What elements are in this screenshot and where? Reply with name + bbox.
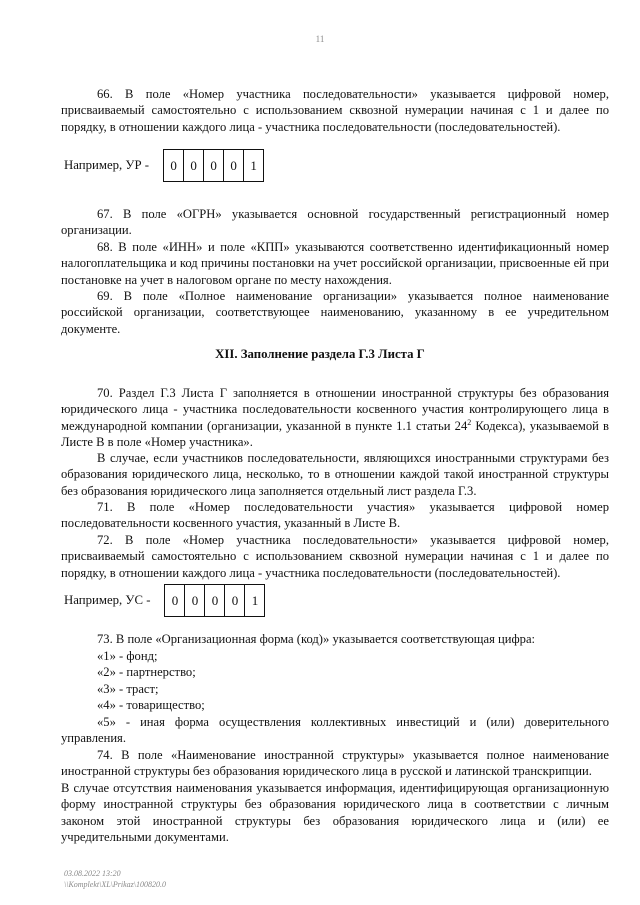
example-ur (64, 149, 264, 182)
paragraph-69: 69. В поле «Полное наименование организации» указывается полное наименование российской организации, соответствующее наименованию, указанному в ее учредительном документе. (61, 289, 609, 336)
list-item: «3» - траст; (97, 682, 159, 696)
list-item: «2» - партнерство; (97, 665, 196, 679)
paragraph-70 (61, 385, 609, 451)
example-us-cell: 0 (165, 585, 185, 616)
superscript: 2 (467, 417, 472, 427)
paragraph-73-5: «5» - иная форма осуществления коллективных инвестиций и (или) доверительного управления. (61, 715, 609, 746)
example-us-cell: 0 (225, 585, 245, 616)
paragraph-68: 68. В поле «ИНН» и поле «КПП» указываются соответственно идентификационный номер налогоплательщика и код причины постановки на учет российской организации, присвоенные ей при постановке на учет в налоговом органе по месту нахождения. (61, 240, 609, 287)
example-ur-cell: 0 (204, 150, 224, 181)
example-us-cells (164, 584, 265, 617)
paragraph-74: 74. В поле «Наименование иностранной структуры» указывается полное наименование иностранной структуры без образования юридического лица в русской и латинской транскрипции. (61, 748, 609, 779)
paragraph-66: 66. В поле «Номер участника последовательности» указывается цифровой номер, присваиваемый самостоятельно с использованием сквозной нумерации начиная с 1 и далее по порядку, в отношении каждого лица - участника последовательности (последовательностей). (61, 87, 609, 134)
paragraph-72: 72. В поле «Номер участника последовательности» указывается цифровой номер, присваиваемый самостоятельно с использованием сквозной нумерации начиная с 1 и далее по порядку, в отношении каждого лица - участника последовательности (последовательностей). (61, 533, 609, 580)
footer-timestamp: 03.08.2022 13:20 (64, 869, 121, 878)
example-us-cell: 0 (205, 585, 225, 616)
example-ur-cell: 0 (184, 150, 204, 181)
example-ur-cell: 1 (250, 157, 257, 173)
example-ur-cell: 0 (224, 150, 244, 181)
paragraph-67: 67. В поле «ОГРН» указывается основной государственный регистрационный номер организации. (61, 207, 609, 238)
example-us-cell: 0 (185, 585, 205, 616)
paragraph-71: 71. В поле «Номер последовательности участия» указывается цифровой номер последовательности косвенного участия, указанный в Листе В. (61, 500, 609, 531)
list-item: «1» - фонд; (97, 649, 158, 663)
example-ur-cells (163, 149, 264, 182)
page-number: 11 (315, 34, 325, 44)
footer-path: \\Komplekt\XL\Prikaz\100820.0 (64, 880, 166, 889)
paragraph-70-2: В случае, если участников последовательности, являющихся иностранными структурами без образования юридического лица, несколько, то в отношении каждой такой иностранной структуры без образования юридического лица заполняется отдельный лист раздела Г.3. (61, 451, 609, 498)
example-us-label: Например, УС - (64, 593, 151, 607)
paragraph-70-text-end: Кодекса), указываемой в Листе В в поле «Номер участника». (61, 418, 610, 450)
paragraph-73: 73. В поле «Организационная форма (код)» указывается соответствующая цифра: (97, 632, 536, 646)
example-us (64, 584, 265, 617)
example-ur-cell: 0 (164, 150, 184, 181)
example-us-cell: 1 (251, 592, 259, 608)
paragraph-74-2: В случае отсутствия наименования указывается информация, идентифицирующая организационную форму иностранной структуры без образования юридического лица в соответствии с личным законом этой иностранной структуры без образования юридического лица и (или) ее учредительными документами. (61, 781, 609, 845)
section-heading: XII. Заполнение раздела Г.3 Листа Г (215, 347, 425, 361)
list-item: «4» - товарищество; (97, 698, 205, 712)
paragraph-70-text: 70. Раздел Г.3 Листа Г заполняется в отношении иностранной структуры без образования юридического лица - участника последовательности косвенного участия контролирующего лица в международной компании (организации, указанной в пункте 1.1 статьи 24 (61, 386, 609, 433)
example-ur-label: Например, УР - (64, 158, 150, 172)
